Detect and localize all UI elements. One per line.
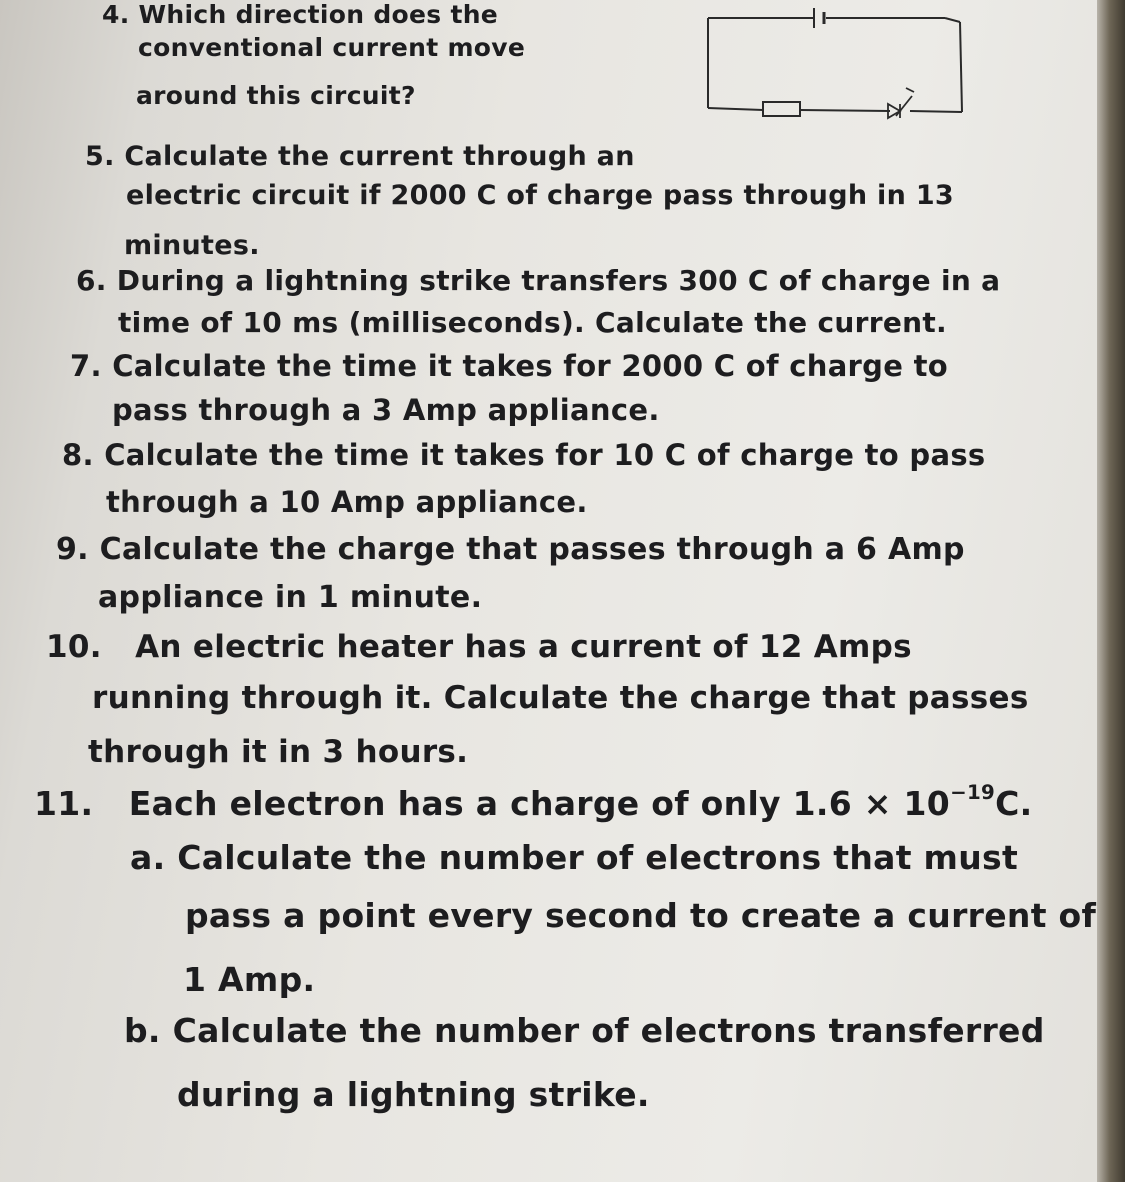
q11-number: 11. xyxy=(34,784,94,823)
q11b-line-1 xyxy=(124,1011,1045,1050)
q7-line-1 xyxy=(70,349,948,383)
q11b-label: b. xyxy=(124,1011,161,1050)
q6-number: 6. xyxy=(76,264,107,297)
q5-line-1 xyxy=(85,141,635,172)
q5-text-1: Calculate the current through an xyxy=(124,141,635,172)
q10-line-2: running through it. Calculate the charge that passes xyxy=(92,680,1029,716)
q9-line-1 xyxy=(56,532,965,567)
q9-text-1: Calculate the charge that passes through a 6 Amp xyxy=(99,532,965,567)
q6-line-2: time of 10 ms (milliseconds). Calculate the current. xyxy=(118,306,947,339)
q9-number: 9. xyxy=(56,532,89,567)
q4-text-1: Which direction does the xyxy=(138,0,499,29)
q10-line-3: through it in 3 hours. xyxy=(88,734,469,770)
q4-number: 4. xyxy=(102,0,130,29)
q11a-text-1: Calculate the number of electrons that must xyxy=(177,838,1019,877)
q11b-line-2: during a lightning strike. xyxy=(177,1075,650,1114)
q4-line-3: around this circuit? xyxy=(136,81,416,110)
q8-number: 8. xyxy=(62,438,94,472)
q7-line-2: pass through a 3 Amp appliance. xyxy=(112,393,660,427)
q8-line-1 xyxy=(62,438,985,472)
q10-text-1: An electric heater has a current of 12 Amps xyxy=(135,629,912,665)
q11a-line-3: 1 Amp. xyxy=(183,960,316,999)
cell-icon xyxy=(814,8,824,28)
q8-line-2: through a 10 Amp appliance. xyxy=(106,485,588,519)
q7-text-1: Calculate the time it takes for 2000 C of charge to xyxy=(112,349,948,383)
q5-number: 5. xyxy=(85,141,115,172)
q11-unit: C. xyxy=(995,784,1033,823)
q11-exponent: −19 xyxy=(950,781,996,805)
lamp-icon xyxy=(888,88,914,118)
q7-number: 7. xyxy=(70,349,102,383)
q9-line-2: appliance in 1 minute. xyxy=(98,580,483,615)
q5-line-3: minutes. xyxy=(124,230,260,261)
circuit-diagram xyxy=(700,0,970,125)
q10-line-1 xyxy=(46,629,912,665)
q11a-line-1 xyxy=(130,838,1018,877)
q8-text-1: Calculate the time it takes for 10 C of charge to pass xyxy=(104,438,986,472)
q11-intro: Each electron has a charge of only 1.6 × 10 xyxy=(128,784,951,823)
q10-number: 10. xyxy=(46,629,102,665)
q11a-line-2: pass a point every second to create a current of xyxy=(185,896,1097,935)
q5-line-2: electric circuit if 2000 C of charge pass through in 13 xyxy=(126,180,954,211)
q11b-text-1: Calculate the number of electrons transferred xyxy=(172,1011,1045,1050)
q11a-label: a. xyxy=(130,838,166,877)
q4-line-2: conventional current move xyxy=(138,33,526,62)
q4-line-1 xyxy=(102,0,498,29)
resistor-icon xyxy=(763,102,800,116)
page-edge-shadow xyxy=(1097,0,1125,1182)
q6-line-1 xyxy=(76,264,1000,297)
q11-line-1 xyxy=(34,781,1033,823)
q6-text-1: During a lightning strike transfers 300 C of charge in a xyxy=(116,264,1001,297)
